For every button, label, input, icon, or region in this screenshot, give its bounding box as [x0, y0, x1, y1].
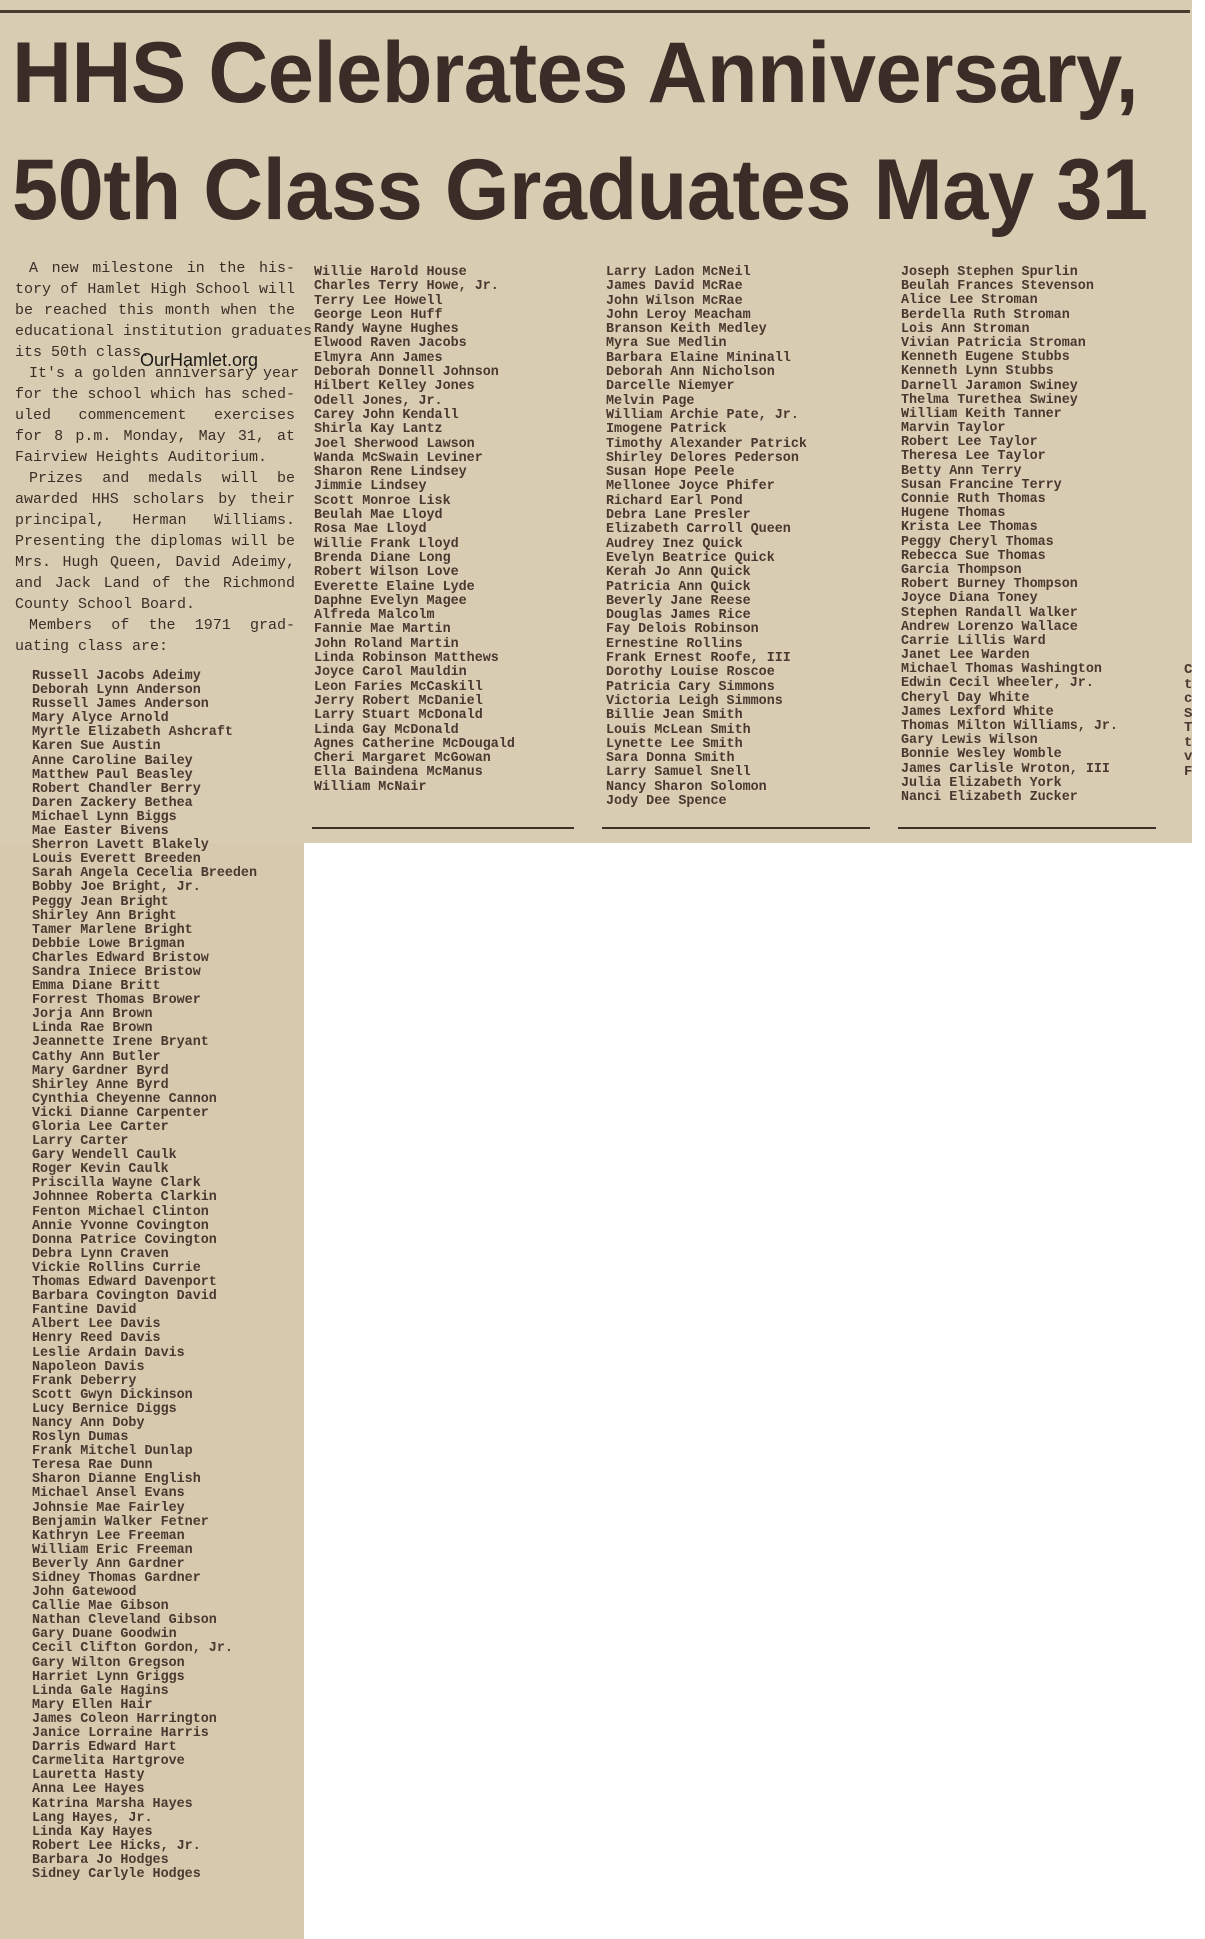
graduate-name: Thomas Edward Davenport	[32, 1275, 217, 1291]
graduate-name: Cheri Margaret McGowan	[314, 751, 491, 767]
graduate-name: Shirley Anne Byrd	[32, 1077, 169, 1093]
graduate-name: Linda Gay McDonald	[314, 722, 459, 738]
graduate-name: Marvin Taylor	[901, 421, 1006, 437]
graduate-name: Douglas James Rice	[606, 608, 751, 624]
graduate-name: Henry Reed Davis	[32, 1331, 161, 1347]
graduate-name: Shirley Ann Bright	[32, 908, 177, 924]
graduate-name: Edwin Cecil Wheeler, Jr.	[901, 676, 1094, 692]
graduate-name: Deborah Donnell Johnson	[314, 365, 499, 381]
article-line: Prizes and medals will be	[29, 470, 295, 487]
graduate-name: Janice Lorraine Harris	[32, 1726, 209, 1742]
graduate-name: Rosa Mae Lloyd	[314, 522, 427, 538]
graduate-name: Everette Elaine Lyde	[314, 579, 475, 595]
graduate-name: John Roland Martin	[314, 636, 459, 652]
graduate-name: Darris Edward Hart	[32, 1740, 177, 1756]
graduate-name: Connie Ruth Thomas	[901, 492, 1046, 507]
graduate-name: Cathy Ann Butler	[32, 1049, 161, 1065]
graduate-name: Matthew Paul Beasley	[32, 767, 193, 783]
article-body	[15, 258, 313, 657]
graduate-name: Forrest Thomas Brower	[32, 993, 201, 1009]
fragment-letter: c	[1184, 691, 1193, 707]
graduate-name: Lang Hayes, Jr.	[32, 1810, 153, 1826]
graduate-name: Joyce Diana Toney	[901, 591, 1038, 607]
graduate-name: Odell Jones, Jr.	[314, 393, 443, 409]
graduate-name: Jeannette Irene Bryant	[32, 1035, 209, 1051]
graduate-name: Bobby Joe Bright, Jr.	[32, 880, 201, 896]
article-line: be reached this month when the	[15, 302, 295, 319]
graduate-name: Myra Sue Medlin	[606, 336, 727, 352]
graduate-name: Shirley Delores Pederson	[606, 450, 799, 466]
adjacent-article-fragment	[1184, 663, 1194, 779]
graduate-name: Lois Ann Stroman	[901, 321, 1030, 337]
graduate-name: Fantine David	[32, 1303, 137, 1319]
article-line: principal, Herman Williams.	[15, 512, 295, 529]
graduate-name: Richard Earl Pond	[606, 493, 743, 509]
graduate-name: Stephen Randall Walker	[901, 605, 1078, 621]
graduate-name: Mary Ellen Hair	[32, 1697, 153, 1713]
graduate-name: Shirla Kay Lantz	[314, 422, 443, 438]
graduate-name: Joel Sherwood Lawson	[314, 436, 475, 452]
bottom-rule-divider	[898, 827, 1156, 829]
bottom-rule-divider	[602, 827, 870, 829]
graduate-name: Michael Ansel Evans	[32, 1486, 185, 1502]
graduate-name: Charles Terry Howe, Jr.	[314, 279, 499, 295]
graduate-name: Vicki Dianne Carpenter	[32, 1105, 209, 1121]
graduates-column-4	[901, 266, 1118, 805]
graduate-name: Leslie Ardain Davis	[32, 1345, 185, 1361]
graduate-name: Callie Mae Gibson	[32, 1599, 169, 1615]
article-line: It's a golden anniversary year	[29, 365, 300, 382]
graduate-name: Frank Ernest Roofe, III	[606, 651, 791, 667]
graduate-name: Brenda Diane Long	[314, 550, 451, 566]
headline-line-1: HHS Celebrates Anniversary,	[12, 25, 1139, 121]
graduate-name: Susan Francine Terry	[901, 477, 1062, 493]
graduates-column-2	[314, 266, 515, 795]
fragment-letter: C	[1184, 663, 1193, 678]
article-line: for the school which has sched-	[15, 386, 295, 403]
graduate-name: Kathryn Lee Freeman	[32, 1528, 185, 1544]
graduate-name: Deborah Lynn Anderson	[32, 683, 201, 699]
graduate-name: Teresa Rae Dunn	[32, 1458, 153, 1474]
graduate-name: Debbie Lowe Brigman	[32, 936, 185, 952]
graduate-name: Peggy Cheryl Thomas	[901, 534, 1054, 550]
graduate-name: Carrie Lillis Ward	[901, 633, 1046, 649]
graduate-name: Kenneth Eugene Stubbs	[901, 350, 1070, 366]
graduate-name: Joyce Carol Mauldin	[314, 665, 467, 681]
graduate-name: Lynette Lee Smith	[606, 736, 743, 752]
graduate-name: Russell James Anderson	[32, 697, 209, 713]
graduate-name: Beulah Frances Stevenson	[901, 279, 1094, 295]
graduate-name: Johnnee Roberta Clarkin	[32, 1190, 217, 1206]
graduate-name: Cheryl Day White	[901, 690, 1030, 706]
graduate-name: Beverly Jane Reese	[606, 593, 751, 609]
graduate-name: Louis McLean Smith	[606, 722, 751, 738]
graduate-name: Larry Samuel Snell	[606, 765, 751, 781]
graduate-name: Hugene Thomas	[901, 506, 1006, 522]
graduate-name: Evelyn Beatrice Quick	[606, 550, 775, 566]
graduate-name: John Gatewood	[32, 1585, 137, 1601]
graduate-name: Larry Stuart McDonald	[314, 708, 483, 724]
graduate-name: James David McRae	[606, 279, 743, 295]
graduate-name: Carmelita Hartgrove	[32, 1754, 185, 1770]
graduate-name: Jimmie Lindsey	[314, 479, 427, 495]
graduate-name: Barbara Covington David	[32, 1289, 217, 1305]
graduate-name: Linda Gale Hagins	[32, 1683, 169, 1699]
article-line: educational institution graduates	[15, 323, 313, 340]
graduate-name: Nanci Elizabeth Zucker	[901, 789, 1078, 805]
graduate-name: Fannie Mae Martin	[314, 622, 451, 638]
article-line: awarded HHS scholars by their	[15, 491, 295, 508]
graduate-name: Alfreda Malcolm	[314, 608, 435, 624]
graduate-name: Michael Thomas Washington	[901, 662, 1102, 678]
graduate-name: Julia Elizabeth York	[901, 775, 1062, 791]
graduate-name: Theresa Lee Taylor	[901, 449, 1046, 465]
graduate-name: Elmyra Ann James	[314, 350, 443, 366]
graduate-name: Sara Donna Smith	[606, 751, 735, 767]
graduate-name: Darnell Jaramon Swiney	[901, 378, 1078, 394]
graduate-name: Vickie Rollins Currie	[32, 1260, 201, 1276]
graduate-name: Emma Diane Britt	[32, 979, 161, 995]
graduate-name: Charles Edward Bristow	[32, 950, 209, 966]
graduate-name: George Leon Huff	[314, 307, 443, 323]
graduate-name: Johnsie Mae Fairley	[32, 1500, 185, 1516]
graduate-name: Imogene Patrick	[606, 422, 727, 438]
graduate-name: Gary Duane Goodwin	[32, 1627, 177, 1643]
graduate-name: Louis Everett Breeden	[32, 852, 201, 868]
graduate-name: Bonnie Wesley Womble	[901, 747, 1062, 763]
graduate-name: Priscilla Wayne Clark	[32, 1176, 201, 1192]
graduate-name: Daren Zackery Bethea	[32, 795, 193, 811]
graduate-name: Audrey Inez Quick	[606, 536, 743, 552]
graduate-name: Nancy Ann Doby	[32, 1415, 145, 1431]
graduate-name: Mae Easter Bivens	[32, 824, 169, 840]
graduate-name: Robert Wilson Love	[314, 565, 459, 581]
graduate-name: Gary Wendell Caulk	[32, 1148, 177, 1164]
graduate-name: Ella Baindena McManus	[314, 765, 483, 781]
graduate-name: Cynthia Cheyenne Cannon	[32, 1091, 217, 1107]
graduate-name: Nathan Cleveland Gibson	[32, 1613, 217, 1629]
article-line: tory of Hamlet High School will	[15, 281, 295, 298]
graduate-name: Mary Alyce Arnold	[32, 711, 169, 727]
graduate-name: Patricia Ann Quick	[606, 579, 751, 595]
graduate-name: James Carlisle Wroton, III	[901, 761, 1110, 777]
graduate-name: Carey John Kendall	[314, 407, 459, 423]
graduate-name: Benjamin Walker Fetner	[32, 1514, 209, 1530]
graduate-name: Roslyn Dumas	[32, 1430, 129, 1446]
graduate-name: Gary Lewis Wilson	[901, 733, 1038, 749]
graduate-name: Krista Lee Thomas	[901, 520, 1038, 536]
fragment-letter: v	[1184, 749, 1193, 765]
graduate-name: Agnes Catherine McDougald	[314, 736, 515, 752]
graduate-name: Sidney Carlyle Hodges	[32, 1866, 201, 1882]
graduate-name: Sherron Lavett Blakely	[32, 838, 209, 854]
graduate-name: Andrew Lorenzo Wallace	[901, 619, 1078, 635]
graduate-name: Harriet Lynn Griggs	[32, 1669, 185, 1685]
graduate-name: Roger Kevin Caulk	[32, 1162, 169, 1178]
graduate-name: Sandra Iniece Bristow	[32, 964, 201, 980]
graduate-name: Ernestine Rollins	[606, 636, 743, 652]
article-line: A new milestone in the his-	[29, 260, 295, 277]
graduate-name: Jody Dee Spence	[606, 793, 727, 809]
graduate-name: Katrina Marsha Hayes	[32, 1796, 193, 1812]
graduate-name: Barbara Jo Hodges	[32, 1852, 169, 1868]
graduate-name: Robert Chandler Berry	[32, 781, 201, 797]
graduate-name: Debra Lynn Craven	[32, 1246, 169, 1262]
graduate-name: Annie Yvonne Covington	[32, 1218, 209, 1234]
graduate-name: Garcia Thompson	[901, 562, 1022, 578]
fragment-letter: S	[1184, 705, 1193, 722]
bottom-rule-divider	[312, 827, 574, 829]
graduate-name: Beverly Ann Gardner	[32, 1556, 185, 1572]
graduate-name: John Wilson McRae	[606, 293, 743, 309]
graduate-name: Myrtle Elizabeth Ashcraft	[32, 725, 233, 741]
article-line: uled commencement exercises	[15, 407, 295, 424]
article-line: Members of the 1971 grad-	[29, 617, 295, 634]
graduate-name: Victoria Leigh Simmons	[606, 693, 783, 709]
article-line: Fairview Heights Auditorium.	[15, 449, 268, 466]
graduate-name: Thelma Turethea Swiney	[901, 392, 1078, 408]
graduate-name: William Keith Tanner	[901, 406, 1062, 422]
article-line: for 8 p.m. Monday, May 31, at	[15, 428, 295, 445]
graduate-name: Scott Monroe Lisk	[314, 493, 451, 509]
article-line: and Jack Land of the Richmond	[15, 575, 295, 592]
graduate-name: William Eric Freeman	[32, 1542, 193, 1558]
graduate-name: Terry Lee Howell	[314, 293, 443, 309]
graduate-name: John Leroy Meacham	[606, 307, 751, 323]
graduate-name: Daphne Evelyn Magee	[314, 593, 467, 609]
graduate-name: Billie Jean Smith	[606, 708, 743, 724]
graduate-name: Lucy Bernice Diggs	[32, 1401, 177, 1417]
graduate-name: Patricia Cary Simmons	[606, 679, 775, 695]
article-line: its 50th class.	[15, 344, 151, 361]
graduate-name: Kenneth Lynn Stubbs	[901, 364, 1054, 380]
graduate-name: Gloria Lee Carter	[32, 1120, 169, 1135]
graduate-name: Sidney Thomas Gardner	[32, 1571, 201, 1586]
graduate-name: Vivian Patricia Stroman	[901, 335, 1086, 351]
graduate-name: Sharon Rene Lindsey	[314, 465, 467, 481]
graduate-name: Joseph Stephen Spurlin	[901, 265, 1078, 280]
graduate-name: Karen Sue Austin	[32, 739, 161, 755]
graduate-name: Fenton Michael Clinton	[32, 1204, 209, 1220]
graduate-name: Elizabeth Carroll Queen	[606, 522, 791, 538]
graduate-name: Thomas Milton Williams, Jr.	[901, 719, 1118, 734]
graduate-name: Robert Lee Taylor	[901, 435, 1038, 451]
graduate-name: Branson Keith Medley	[606, 322, 767, 338]
graduate-name: Wanda McSwain Leviner	[314, 450, 483, 466]
graduate-name: Albert Lee Davis	[32, 1317, 161, 1333]
graduate-name: Cecil Clifton Gordon, Jr.	[32, 1641, 233, 1657]
graduate-name: Linda Kay Hayes	[32, 1824, 153, 1840]
graduate-name: Willie Frank Lloyd	[314, 536, 459, 552]
graduate-name: Robert Lee Hicks, Jr.	[32, 1838, 201, 1854]
fragment-letter: t	[1184, 734, 1193, 751]
graduate-name: Donna Patrice Covington	[32, 1232, 217, 1248]
graduate-name: Jorja Ann Brown	[32, 1007, 153, 1023]
graduate-name: James Coleon Harrington	[32, 1711, 217, 1727]
graduate-name: Linda Robinson Matthews	[314, 651, 499, 667]
graduate-name: Debra Lane Presler	[606, 508, 751, 524]
headline-line-2: 50th Class Graduates May 31	[12, 142, 1148, 238]
graduate-name: Frank Mitchel Dunlap	[32, 1444, 193, 1460]
graduate-name: Kerah Jo Ann Quick	[606, 565, 751, 581]
graduate-name: Napoleon Davis	[32, 1359, 145, 1375]
graduate-name: Larry Ladon McNeil	[606, 265, 751, 280]
graduate-name: Janet Lee Warden	[901, 648, 1030, 664]
graduate-name: Leon Faries McCaskill	[314, 679, 483, 695]
graduate-name: Russell Jacobs Adeimy	[32, 669, 201, 684]
graduate-name: Hilbert Kelley Jones	[314, 379, 475, 395]
article-line: Presenting the diplomas will be	[15, 533, 295, 550]
graduate-name: Fay Delois Robinson	[606, 622, 759, 638]
article-line: County School Board.	[15, 596, 196, 613]
graduates-column-3	[606, 266, 807, 809]
graduate-name: Timothy Alexander Patrick	[606, 436, 807, 452]
graduate-name: Tamer Marlene Bright	[32, 922, 193, 938]
fragment-letter: T	[1184, 720, 1193, 736]
graduate-name: Sarah Angela Cecelia Breeden	[32, 866, 257, 882]
graduate-name: Elwood Raven Jacobs	[314, 336, 467, 352]
graduate-name: Nancy Sharon Solomon	[606, 779, 767, 795]
article-line: Mrs. Hugh Queen, David Adeimy,	[15, 554, 295, 571]
graduate-name: Melvin Page	[606, 393, 695, 409]
graduate-name: Peggy Jean Bright	[32, 894, 169, 910]
graduate-name: Susan Hope Peele	[606, 465, 735, 481]
graduate-name: Mellonee Joyce Phifer	[606, 479, 775, 495]
graduate-name: Larry Carter	[32, 1134, 129, 1150]
graduates-column-1	[32, 670, 257, 1882]
graduate-name: Anna Lee Hayes	[32, 1782, 145, 1798]
graduate-name: Beulah Mae Lloyd	[314, 508, 443, 524]
graduate-name: Robert Burney Thompson	[901, 577, 1078, 593]
graduate-name: Barbara Elaine Mininall	[606, 350, 791, 366]
fragment-letter: t	[1184, 676, 1193, 693]
graduate-name: Michael Lynn Biggs	[32, 809, 177, 825]
article-line: uating class are:	[15, 638, 169, 655]
fragment-letter: F	[1184, 763, 1193, 779]
graduate-name: Rebecca Sue Thomas	[901, 548, 1046, 564]
graduate-name: William Archie Pate, Jr.	[606, 407, 799, 423]
watermark: OurHamlet.org	[140, 350, 259, 370]
graduate-name: Alice Lee Stroman	[901, 293, 1038, 309]
graduate-name: Betty Ann Terry	[901, 463, 1022, 479]
graduate-name: Gary Wilton Gregson	[32, 1655, 185, 1671]
top-rule-divider	[0, 10, 1190, 13]
graduate-name: Anne Caroline Bailey	[32, 753, 193, 769]
graduate-name: Berdella Ruth Stroman	[901, 307, 1070, 323]
graduate-name: Mary Gardner Byrd	[32, 1063, 169, 1079]
graduate-name: Frank Deberry	[32, 1373, 137, 1389]
graduate-name: Deborah Ann Nicholson	[606, 365, 775, 381]
graduate-name: Sharon Dianne English	[32, 1472, 201, 1488]
graduate-name: James Lexford White	[901, 704, 1054, 720]
graduate-name: Darcelle Niemyer	[606, 379, 735, 395]
graduate-name: Jerry Robert McDaniel	[314, 693, 483, 709]
graduate-name: Willie Harold House	[314, 265, 467, 280]
graduate-name: Lauretta Hasty	[32, 1768, 145, 1784]
graduate-name: William McNair	[314, 779, 427, 795]
graduate-name: Randy Wayne Hughes	[314, 322, 459, 338]
graduate-name: Scott Gwyn Dickinson	[32, 1387, 193, 1403]
graduate-name: Dorothy Louise Roscoe	[606, 665, 775, 681]
graduate-name: Linda Rae Brown	[32, 1021, 153, 1037]
